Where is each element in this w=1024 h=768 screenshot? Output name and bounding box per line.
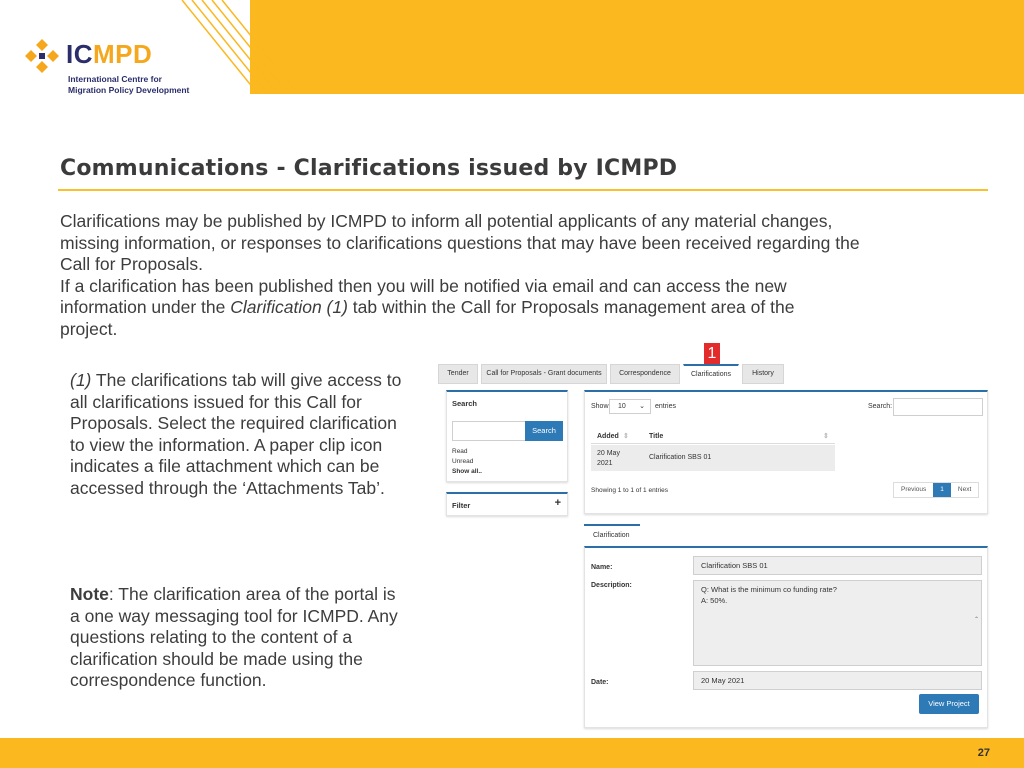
tab-history[interactable]: History — [742, 364, 784, 384]
clarifications-tab-explanation — [70, 370, 410, 499]
search-input[interactable] — [452, 421, 526, 441]
scrollbar-arrows-icon[interactable]: ⌃ — [973, 617, 979, 623]
filter-panel[interactable] — [446, 492, 568, 516]
search-panel-title: Search — [452, 399, 478, 408]
tab-correspondence[interactable]: Correspondence — [610, 364, 680, 384]
table-row[interactable] — [591, 445, 835, 471]
explanation-text: The clarifications tab will give access to all clarifications issued for this Call for Proposals. Select the required clarification to view the information. A paper clip icon indicates a file attachment which can be accessed through the ‘Attachments Tab’. — [70, 370, 402, 498]
description-line: A: 50%. — [701, 596, 728, 605]
row-title: Clarification SBS 01 — [649, 454, 712, 461]
row-added-date — [597, 449, 633, 469]
sort-icon[interactable]: ⇕ — [623, 433, 629, 440]
view-project-button[interactable]: View Project — [919, 694, 979, 714]
page-number: 27 — [977, 747, 990, 759]
tab-tender[interactable]: Tender — [438, 364, 478, 384]
wordmark-part1: IC — [66, 39, 93, 69]
table-search-label: Search: — [868, 403, 893, 410]
note-label: Note — [70, 584, 109, 604]
table-info: Showing 1 to 1 of 1 entries — [591, 487, 668, 494]
intro-line: If a clarification has been published then you will be notified via email and can access the new — [60, 275, 787, 296]
option-show-all[interactable]: Show all.. — [452, 468, 482, 475]
date-label: Date: — [591, 679, 609, 686]
note-text: : The clarification area of the portal is a one way messaging tool for ICMPD. Any questions relating to the content of a clarification should be made using the correspondence function. — [70, 584, 398, 690]
show-label: Show — [591, 403, 609, 410]
name-label: Name: — [591, 564, 613, 571]
intro-line — [60, 297, 980, 319]
entries-label: entries — [655, 403, 677, 410]
read-filter-options — [452, 447, 482, 477]
option-unread[interactable]: Unread — [452, 458, 474, 465]
note-paragraph — [70, 584, 410, 692]
subtitle-line1: International Centre for — [68, 74, 162, 84]
date-field: 20 May 2021 — [693, 671, 982, 690]
title-divider — [58, 189, 988, 191]
footnote-marker: (1) — [70, 370, 92, 390]
icmpd-logo — [24, 38, 224, 98]
clarification-detail-panel — [584, 546, 988, 728]
portal-screenshot — [438, 340, 990, 732]
icmpd-subtitle — [68, 74, 189, 96]
pager-page-1[interactable]: 1 — [933, 483, 951, 497]
project-tab-bar — [438, 364, 990, 384]
option-read[interactable]: Read — [452, 448, 468, 455]
name-field: Clarification SBS 01 — [693, 556, 982, 575]
icmpd-logo-mark-icon — [24, 38, 60, 74]
date-line: 2021 — [597, 460, 613, 467]
icmpd-wordmark — [66, 40, 152, 68]
page-title: Communications - Clarifications issued by ICMPD — [60, 156, 678, 181]
page-size-value: 10 — [618, 403, 626, 410]
date-line: 20 May — [597, 450, 620, 457]
table-header — [591, 428, 835, 444]
intro-line: Clarifications may be published by ICMPD to inform all potential applicants of any material changes, — [60, 211, 833, 231]
sort-icon[interactable]: ⇕ — [823, 433, 829, 440]
description-field[interactable] — [693, 580, 982, 666]
callout-badge: 1 — [704, 343, 720, 365]
intro-paragraph — [60, 211, 980, 340]
description-line: Q: What is the minimum co funding rate? — [701, 585, 837, 594]
intro-line: missing information, or responses to clarifications questions that may have been received regarding the — [60, 232, 860, 253]
intro-line: project. — [60, 318, 118, 339]
pager-next[interactable]: Next — [957, 486, 972, 493]
clarifications-list-panel — [584, 390, 988, 514]
pagination — [893, 482, 979, 498]
description-label: Description: — [591, 582, 632, 589]
column-added[interactable]: Added — [597, 433, 619, 440]
footer-band — [0, 738, 1024, 768]
tab-clarifications[interactable]: Clarifications — [683, 364, 739, 384]
subtitle-line2: Migration Policy Development — [68, 85, 190, 95]
intro-line: Call for Proposals. — [60, 254, 203, 274]
search-button[interactable]: Search — [525, 421, 563, 441]
tab-grant-documents[interactable]: Call for Proposals - Grant documents — [481, 364, 607, 384]
clarification-tab-reference: Clarification (1) — [230, 297, 348, 317]
chevron-down-icon: ⌄ — [639, 403, 645, 410]
pager-previous[interactable]: Previous — [901, 486, 927, 493]
intro-text: tab within the Call for Proposals management area of the — [347, 297, 795, 317]
filter-panel-title: Filter — [452, 501, 471, 510]
intro-text: information under the — [60, 297, 231, 317]
wordmark-part2: MPD — [93, 39, 153, 69]
search-panel — [446, 390, 568, 482]
header-yellow-block — [250, 0, 1024, 94]
expand-plus-icon[interactable]: + — [554, 497, 561, 509]
tab-clarification-detail[interactable]: Clarification — [584, 524, 640, 546]
table-search-input[interactable] — [893, 398, 983, 416]
page-size-select[interactable] — [609, 399, 651, 414]
column-title[interactable]: Title — [649, 433, 664, 440]
